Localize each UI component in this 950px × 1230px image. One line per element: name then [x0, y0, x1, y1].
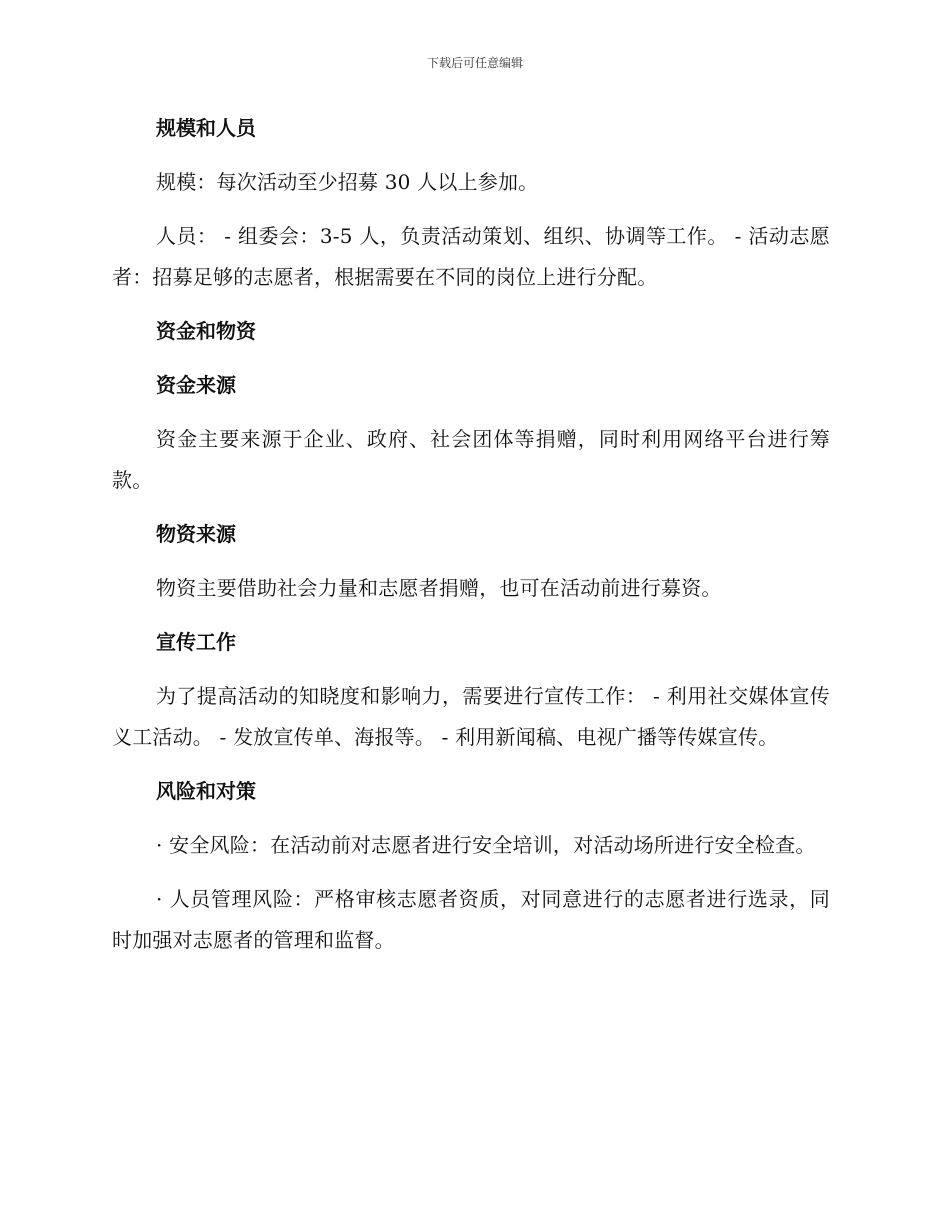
paragraph-personnel: 人员： - 组委会：3-5 人，负责活动策划、组织、协调等工作。 - 活动志愿者：招募足够的志愿者，根据需要在不同的岗位上进行分配。: [112, 224, 830, 289]
subheading-material-sources: 物资来源: [156, 522, 236, 546]
section-heading-funds-materials: 资金和物资: [156, 319, 256, 343]
document-body: [112, 108, 830, 974]
paragraph-scale: 规模：每次活动至少招募 30 人以上参加。: [156, 170, 539, 194]
paragraph-safety-risk: · 安全风险：在活动前对志愿者进行安全培训，对活动场所进行安全检查。: [156, 833, 816, 857]
subheading-funding-sources: 资金来源: [156, 373, 236, 397]
paragraph-personnel-risk: · 人员管理风险：严格审核志愿者资质，对同意进行的志愿者进行选录，同时加强对志愿者的管理和监督。: [112, 887, 830, 952]
paragraph-publicity: 为了提高活动的知晓度和影响力，需要进行宣传工作： - 利用社交媒体宣传义工活动。 - 发放宣传单、海报等。 - 利用新闻稿、电视广播等传媒宣传。: [112, 684, 830, 749]
paragraph-material-sources: 物资主要借助社会力量和志愿者捐赠，也可在活动前进行募资。: [156, 576, 722, 600]
section-heading-scale-personnel: 规模和人员: [156, 116, 256, 140]
paragraph-funding-sources: 资金主要来源于企业、政府、社会团体等捐赠，同时利用网络平台进行筹款。: [112, 427, 830, 492]
section-heading-risks: 风险和对策: [156, 779, 256, 803]
page-header: 下载后可任意编辑: [426, 56, 523, 70]
section-heading-publicity: 宣传工作: [156, 630, 236, 654]
